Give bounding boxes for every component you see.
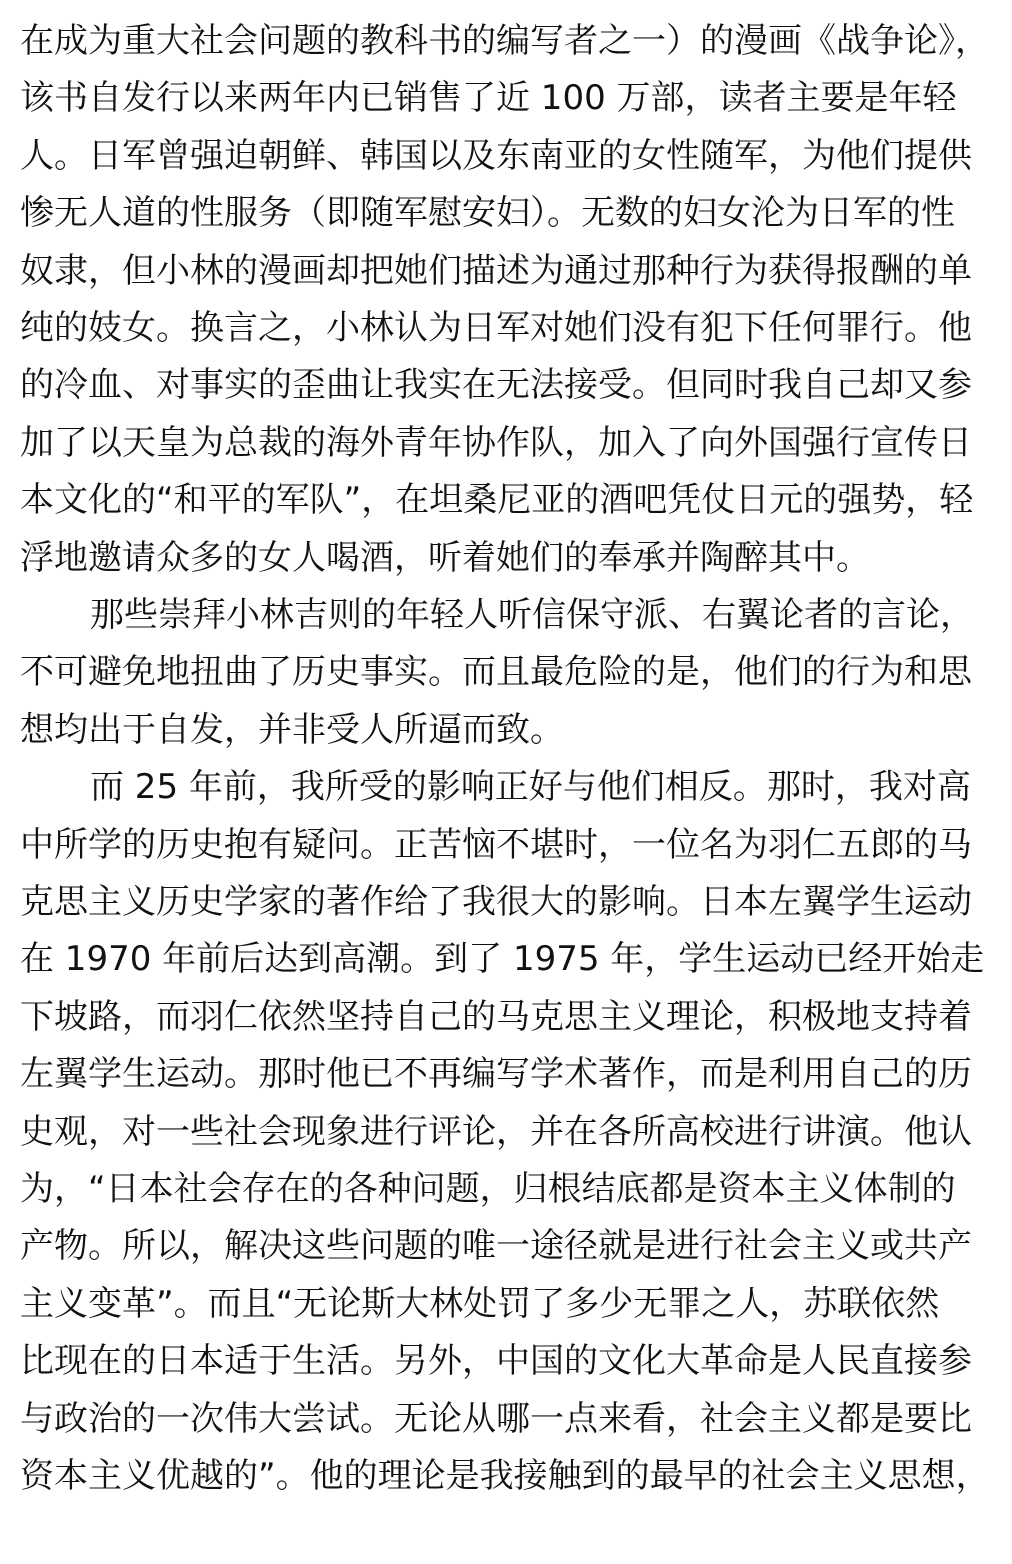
text-line: 主义变革”。而且“无论斯大林处罚了多少无罪之人，苏联依然 xyxy=(20,1283,940,1324)
text-line: 本文化的“和平的军队”，在坦桑尼亚的酒吧凭仗日元的强势，轻 xyxy=(20,480,974,521)
text-line: 想均出于自发，并非受人所逼而致。 xyxy=(20,709,564,750)
text-line: 史观，对一些社会现象进行评论，并在各所高校进行讲演。他认 xyxy=(20,1111,972,1152)
text-line: 克思主义历史学家的著作给了我很大的影响。日本左翼学生运动 xyxy=(20,882,972,922)
text-line: 中所学的历史抱有疑问。正苦恼不堪时，一位名为羽仁五郎的马 xyxy=(20,824,972,865)
text-line: 产物。所以，解决这些问题的唯一途径就是进行社会主义或共产 xyxy=(20,1226,972,1267)
text-line: 奴隶，但小林的漫画却把她们描述为通过那种行为获得报酬的单 xyxy=(20,250,972,291)
text-line: 与政治的一次伟大尝试。无论从哪一点来看，社会主义都是要比 xyxy=(20,1398,972,1439)
text-line: 在 1970 年前后达到高潮。到了 1975 年，学生运动已经开始走 xyxy=(20,939,985,980)
paragraph-first-line: 那些崇拜小林吉则的年轻人听信保守派、右翼论者的言论， xyxy=(90,595,974,635)
paragraph-first-line: 而 25 年前，我所受的影响正好与他们相反。那时，我对高 xyxy=(90,767,971,808)
text-line: 惨无人道的性服务（即随军慰安妇）。无数的妇女沦为日军的性 xyxy=(20,193,955,234)
text-line: 该书自发行以来两年内已销售了近 100 万部，读者主要是年轻 xyxy=(20,78,957,119)
text-line: 的冷血、对事实的歪曲让我实在无法接受。但同时我自己却又参 xyxy=(20,365,972,406)
text-line: 比现在的日本适于生活。另外，中国的文化大革命是人民直接参 xyxy=(20,1341,972,1382)
text-line: 左翼学生运动。那时他已不再编写学术著作，而是利用自己的历 xyxy=(20,1054,972,1095)
text-line: 浮地邀请众多的女人喝酒，听着她们的奉承并陶醉其中。 xyxy=(20,537,870,578)
text-line: 为，“日本社会存在的各种问题，归根结底都是资本主义体制的 xyxy=(20,1169,956,1209)
text-line: 人。日军曾强迫朝鲜、韩国以及东南亚的女性随军，为他们提供 xyxy=(20,135,972,176)
text-line: 纯的妓女。换言之，小林认为日军对她们没有犯下任何罪行。他 xyxy=(20,308,972,348)
text-line: 下坡路，而羽仁依然坚持自己的马克思主义理论，积极地支持着 xyxy=(20,996,972,1037)
text-line: 加了以天皇为总裁的海外青年协作队，加入了向外国强行宣传日 xyxy=(20,422,972,463)
text-line: 在成为重大社会问题的教科书的编写者之一）的漫画《战争论》， xyxy=(20,21,989,61)
text-line: 不可避免地扭曲了历史事实。而且最危险的是，他们的行为和思 xyxy=(20,652,972,693)
text-line: 资本主义优越的”。他的理论是我接触到的最早的社会主义思想， xyxy=(20,1456,990,1496)
